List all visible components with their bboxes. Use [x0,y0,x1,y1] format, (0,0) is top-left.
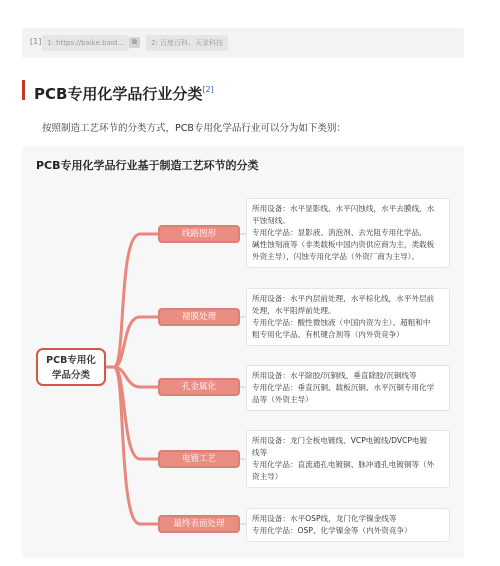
root-node [36,348,106,386]
branch-node-hole-metallization: 孔金属化 [158,378,240,396]
connector-branch-5 [114,367,158,524]
reference-bar [22,28,464,58]
branch-node-circuit-pattern: 线路图形 [158,225,240,243]
detail-line: 专用化学品：垂直沉铜、载板沉铜、水平沉铜专用化学 [252,383,435,392]
diagram-title: PCB专用化学品行业基于制造工艺环节的分类 [36,159,259,172]
root-node-line1: PCB专用化 [46,355,96,366]
detail-line: 专用化学品：显影液、消泡剂、去光阻专用化学品、 [252,228,427,237]
section-title [22,80,214,103]
branch-node-final-surface-finish: 最终表面处理 [158,515,240,533]
branch-detail-electroplating [246,430,450,488]
connector-branch-1 [114,234,158,367]
branch-node-film-removal: 褪膜处理 [158,308,240,326]
section-ref-link[interactable]: [2] [202,85,214,94]
detail-line: 处理，水平阻焊前处理。 [252,306,336,315]
branch-detail-circuit-pattern [246,198,450,268]
reference-source-link[interactable]: 2: 百度百科、天录科技 [146,35,228,51]
reference-index: [1] [30,37,42,46]
section-title-text: PCB专用化学品行业分类 [34,85,203,103]
detail-line: 品等（外资主导） [252,395,313,404]
link-icon[interactable]: ⧉ [129,37,140,48]
detail-line: 所用设备：水平显影线、水平闪蚀线，水平去膜线，水 [252,204,435,213]
detail-line: 线等 [252,448,268,457]
branch-node-electroplating: 电镀工艺 [158,450,240,468]
branch-detail-hole-metallization [246,365,450,411]
detail-line: 粗专用化学品、有机键合剂等（内外资竞争） [252,330,404,339]
root-node-line2: 学品分类 [51,370,90,381]
classification-diagram [22,146,464,558]
detail-line: 平蚀刻线。 [252,216,290,225]
detail-line: 专用化学品：直流通孔电镀铜、脉冲通孔电镀铜等（外 [252,460,435,469]
reference-url-link[interactable]: 1: https://baike.baid... [42,35,129,51]
detail-line: 所用设备：水平OSP线，龙门化学镍金线等 [252,514,397,523]
detail-line: 外资主导），闪蚀专用化学品（外资厂商为主导）。 [252,252,420,261]
detail-line: 所用设备：水平除胶/沉铜线、垂直除胶/沉铜线等 [252,371,417,380]
detail-line: 碱性蚀刻液等（非类载板中国内资供应商为主，类载板 [252,240,435,249]
detail-line: 专用化学品：酸性微蚀液（中国内资为主）、超粗和中 [252,318,431,327]
intro-text: 按照制造工艺环节的分类方式，PCB专用化学品行业可以分为如下类别： [42,123,346,134]
branch-detail-film-removal [246,288,450,346]
branch-detail-final-surface-finish [246,508,450,542]
detail-line: 资主导） [252,472,283,481]
detail-line: 所用设备：水平内层前处理，水平棕化线，水平外层前 [252,294,435,303]
detail-line: 专用化学品：OSP、化学镍金等（内外资竞争） [252,526,412,535]
detail-line: 所用设备：龙门全板电镀线、VCP电镀线/DVCP电镀 [252,436,428,445]
